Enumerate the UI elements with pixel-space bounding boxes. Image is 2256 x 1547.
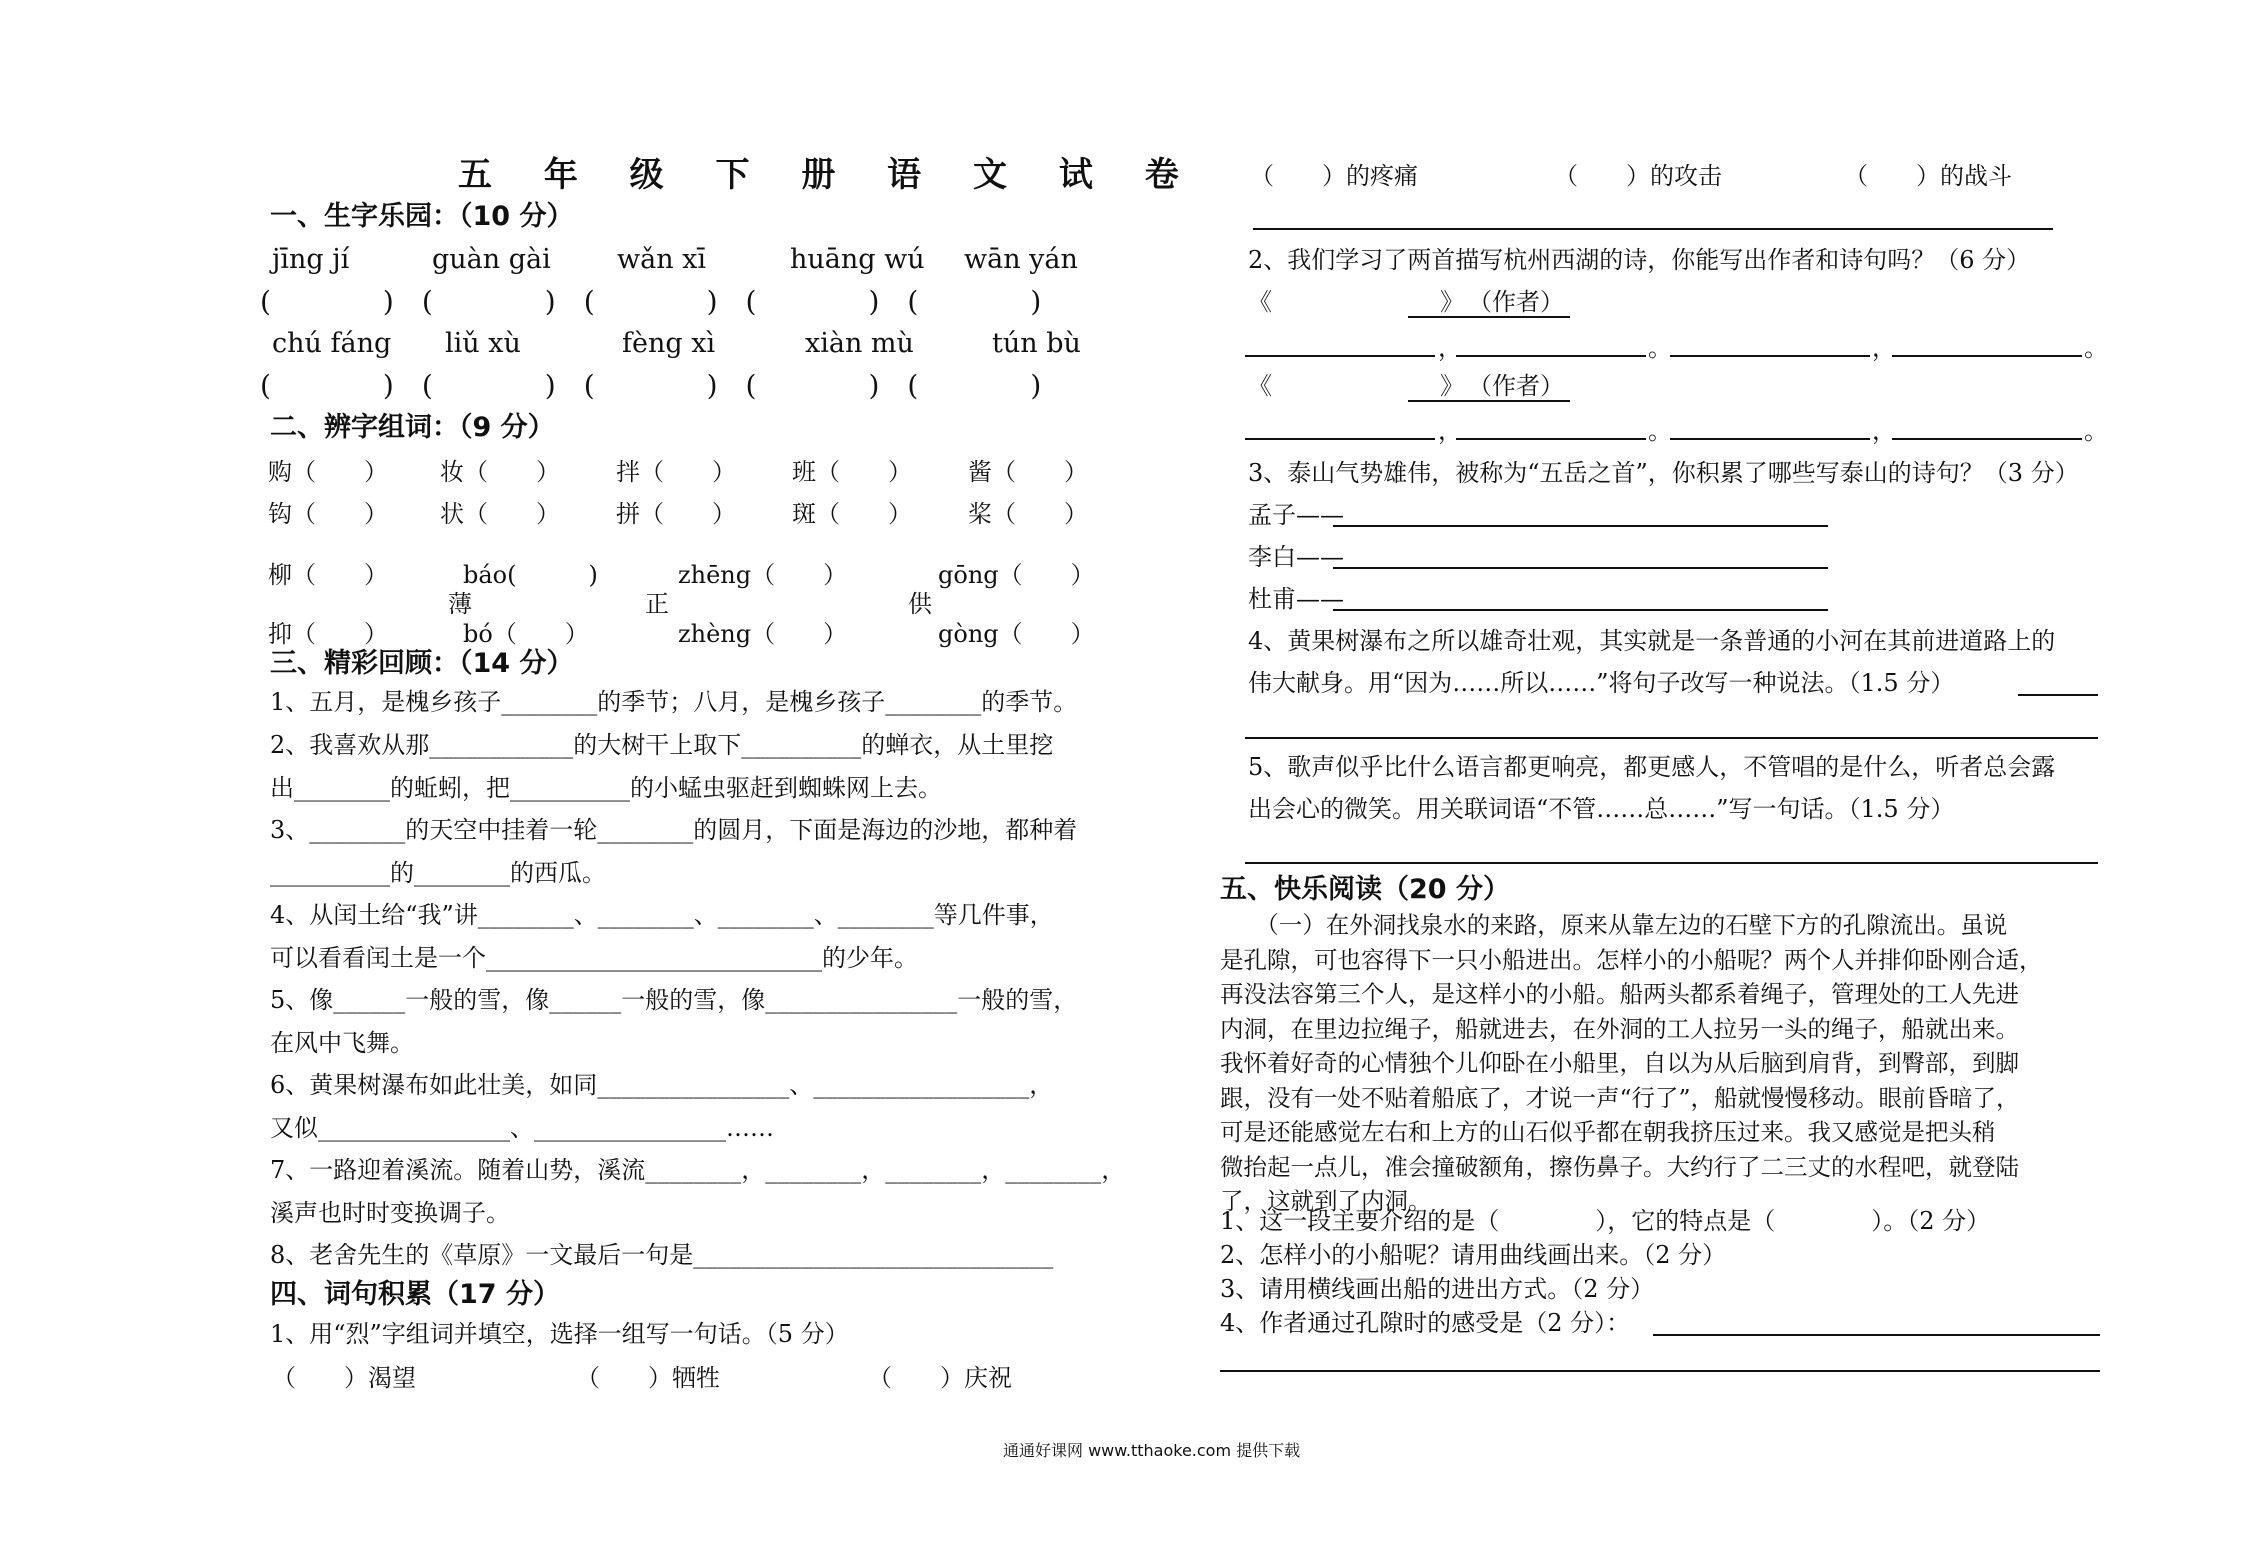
answer-line — [1670, 355, 1870, 357]
answer-line — [1333, 567, 1828, 569]
s3-q3b: __________的________的西瓜。 — [270, 859, 606, 887]
s5-q2: 2、怎样小的小船呢？请用曲线画出来。（2 分） — [1220, 1241, 1727, 1269]
s3-q6a: 6、黄果树瀑布如此壮美，如同________________、__________________， — [270, 1071, 1054, 1099]
answer-line — [2018, 694, 2098, 696]
answer-line — [1245, 862, 2098, 864]
page-title: 五 年 级 下 册 语 文 试 卷 — [458, 155, 1199, 195]
s3-q5b: 在风中飞舞。 — [270, 1029, 414, 1057]
s4-q1: 1、用“烈”字组词并填空，选择一组写一句话。（5 分） — [270, 1320, 849, 1348]
answer-line — [1653, 1334, 2100, 1336]
s3-q7b: 溪声也时时变换调子。 — [270, 1199, 510, 1227]
s4-q2: 2、我们学习了两首描写杭州西湖的诗，你能写出作者和诗句吗？（6 分） — [1248, 246, 2031, 274]
footer-text: 通通好课网 www.tthaoke.com 提供下载 — [1003, 1441, 1301, 1460]
section-3-heading: 三、精彩回顾：（14 分） — [270, 648, 574, 679]
s4-q4b: 伟大献身。用“因为……所以……”将句子改写一种说法。（1.5 分） — [1248, 669, 1955, 697]
section-5-heading: 五、快乐阅读（20 分） — [1220, 874, 1510, 905]
s3-q6b: 又似________________、________________…… — [270, 1114, 774, 1142]
s3-q2a: 2、我喜欢从那____________的大树干上取下__________的蝉衣，从土里挖 — [270, 731, 1054, 759]
answer-line — [1220, 1370, 2100, 1372]
s4-q5a: 5、歌声似乎比什么语言都更响亮，都更感人，不管唱的是什么，听者总会露 — [1248, 753, 2056, 781]
answer-line — [1333, 525, 1828, 527]
answer-parens-row-1: ( ) ( ) ( ) ( ) ( ) — [260, 285, 1042, 318]
answer-line — [1245, 737, 2098, 739]
right-column: （ ）的疼痛 （ ）的攻击 （ ）的战斗 2、我们学习了两首描写杭州西湖的诗，你能写出作者和诗句吗？（6 分） 《 》 （作者） ， 。 ， 。 《 》 （作者） ， 。 ， 。 3、泰山气势雄伟，被称为“五岳之首”，你积累了哪些写泰山的诗句？（3 分） 孟子—— 李白—— 杜甫—— 4、黄果树瀑布之所以雄奇壮观，其实就是一条普通的小河在其前进道路上的 伟大献身。用“因为……所以……”将句子改写一种说法。（1.5 分） 5、歌声似乎比什么语言都更响亮，都更感人，不管唱的是什么，听者总会露 出会心的微笑。用关联词语“不管……总……”写一句话。（1.5 分） 五、快乐阅读（20 分） （一）在外洞找泉水的来路，原来从靠左边的石壁下方的孔隙流出。虽说 是孔隙，可也容得下一只小船进出。怎样小的小船呢？两个人并排仰卧刚合适， 再没法容第三个人，是这样小的小船。船两头都系着绳子，管理处的工人先进 内洞，在里边拉绳子，船就进去，在外洞的工人拉另一头的绳子，船就出来。 我怀着好奇的心情独个儿仰卧在小船里，自以为从后脑到肩背，到臀部，到脚 跟，没有一处不贴着船底了，才说一声“行了”，船就慢慢移动。眼前昏暗了， 可是还能感觉左右和上方的山石似乎都在朝我挤压过来。我又感觉是把头稍 微抬起一点儿，准会撞破额角，擦伤鼻子。大约行了二三丈的水程吧，就登陆 了，这就到了内洞。 1、这一段主要介绍的是（ ），它的特点是（ ）。（2 分） 2、怎样小的小船呢？请用曲线画出来。（2 分） 3、请用横线画出船的进出方式。（2 分） 4、作者通过孔隙时的感受是（2 分）： — [1208, 0, 2088, 1547]
s3-q3a: 3、________的天空中挂着一轮________的圆月，下面是海边的沙地，都种着 — [270, 816, 1078, 844]
left-column: 五 年 级 下 册 语 文 试 卷 一、生字乐园：（10 分） jīng jí guàn gài wǎn xī huāng wú wān yán ( ) ( ) ( ) ( ) ( ) chú fáng liǔ xù fèng xì xiàn mù tún bù ( ) ( ) ( ) ( ) ( ) 二、辨字组词：（9 分） 购（ ） 妆（ ） 拌（ ） 班（ ） 酱（ ） 钩（ ） 状（ ） 拼（ ） 斑（ ） 桨（ ） 柳（ ） báo( ) zhēng（ ） gōng（ ） 薄 正 供 抑（ ） bó（ ） zhèng（ ） gòng（ ） 三、精彩回顾：（14 分） 1、五月，是槐乡孩子________的季节；八月，是槐乡孩子________的季节。 2、我喜欢从那____________的大树干上取下__________的蝉衣，从土里挖 出________的蚯蚓，把__________的小蜢虫驱赶到蜘蛛网上去。 3、________的天空中挂着一轮________的圆月，下面是海边的沙地，都种着 __________的________的西瓜。 4、从闰土给“我”讲________、________、________、________等几件事， 可以看看闰土是一个____________________________的少年。 5、像______一般的雪，像______一般的雪，像________________一般的雪， 在风中飞舞。 6、黄果树瀑布如此壮美，如同________________、__________________， 又似________________、________________…… 7、一路迎着溪流。随着山势，溪流________，________，________，________， 溪声也时时变换调子。 8、老舍先生的《草原》一文最后一句是______________________________ 四、词句积累（17 分） 1、用“烈”字组词并填空，选择一组写一句话。（5 分） （ ）渴望 （ ）牺牲 （ ）庆祝 — [260, 155, 1199, 1392]
s4-q3: 3、泰山气势雄伟，被称为“五岳之首”，你积累了哪些写泰山的诗句？（3 分） — [1248, 459, 2079, 487]
s5-q3: 3、请用横线画出船的进出方式。（2 分） — [1220, 1275, 1655, 1303]
s3-q4b: 可以看看闰土是一个____________________________的少年。 — [270, 944, 918, 972]
answer-line — [1333, 609, 1828, 611]
answer-line — [1670, 438, 1870, 440]
reading-passage: （一）在外洞找泉水的来路，原来从靠左边的石壁下方的孔隙流出。虽说 是孔隙，可也容得下一只小船进出。怎样小的小船呢？两个人并排仰卧刚合适， 再没法容第三个人，是这样小的小船。船两头都系着绳子，管理处的工人先进 内洞，在里边拉绳子，船就进去，在外洞的工人拉另一头的绳子，船就出来。 我怀着好奇的心情独个儿仰卧在小船里，自以为从后脑到肩背，到臀部，到脚 跟，没有一处不贴着船底了，才说一声“行了”，船就慢慢移动。眼前昏暗了， 可是还能感觉左右和上方的山石似乎都在朝我挤压过来。我又感觉是把头稍 微抬起一点儿，准会撞破额角，擦伤鼻子。大约行了二三丈的水程吧，就登陆 了，这就到了内洞。 — [1220, 911, 2043, 1215]
section-1-heading: 一、生字乐园：（10 分） — [270, 201, 574, 232]
section-4-heading: 四、词句积累（17 分） — [270, 1279, 560, 1310]
s3-q7a: 7、一路迎着溪流。随着山势，溪流________，________，________，________， — [270, 1156, 1126, 1184]
s3-q4a: 4、从闰土给“我”讲________、________、________、________等几件事， — [270, 901, 1054, 929]
answer-line — [1892, 438, 2082, 440]
s5-q4: 4、作者通过孔隙时的感受是（2 分）： — [1220, 1309, 1631, 1337]
answer-line — [1253, 228, 2053, 230]
s3-q2b: 出________的蚯蚓，把__________的小蜢虫驱赶到蜘蛛网上去。 — [270, 774, 942, 802]
s5-q1: 1、这一段主要介绍的是（ ），它的特点是（ ）。（2 分） — [1220, 1207, 1991, 1235]
s4-q4a: 4、黄果树瀑布之所以雄奇壮观，其实就是一条普通的小河在其前进道路上的 — [1248, 627, 2056, 655]
answer-line — [1245, 355, 1435, 357]
s3-q8: 8、老舍先生的《草原》一文最后一句是______________________________ — [270, 1241, 1054, 1269]
answer-parens-row-2: ( ) ( ) ( ) ( ) ( ) — [260, 369, 1042, 402]
answer-line — [1892, 355, 2082, 357]
answer-line — [1245, 438, 1435, 440]
answer-line — [1456, 355, 1646, 357]
section-2-heading: 二、辨字组词：（9 分） — [270, 412, 555, 443]
s3-q1: 1、五月，是槐乡孩子________的季节；八月，是槐乡孩子________的季节。 — [270, 688, 1078, 716]
s4-q5b: 出会心的微笑。用关联词语“不管……总……”写一句话。（1.5 分） — [1248, 795, 1955, 823]
s3-q5a: 5、像______一般的雪，像______一般的雪，像________________一般的雪， — [270, 986, 1078, 1014]
answer-line — [1456, 438, 1646, 440]
